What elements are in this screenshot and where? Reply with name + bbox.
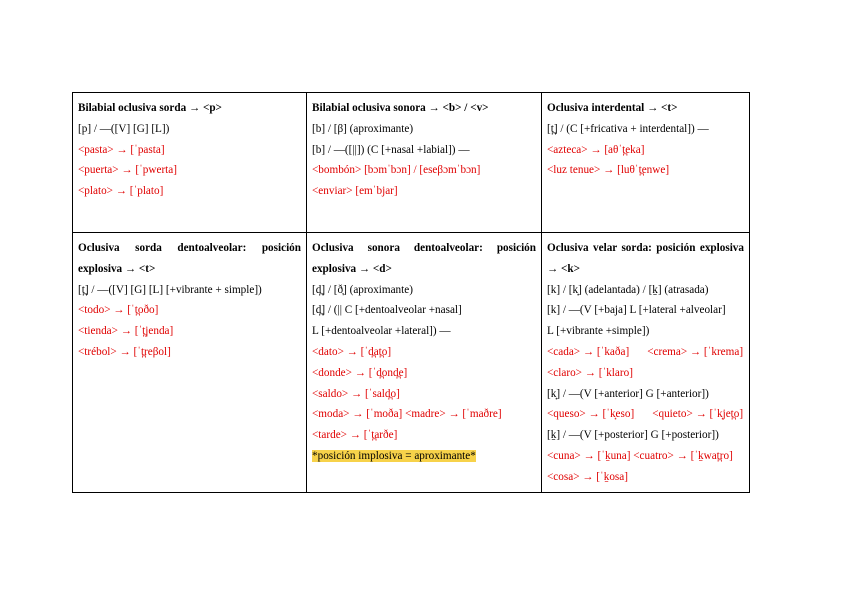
example-line: <trébol> → [ˈt̪reβol] (78, 345, 171, 358)
example-line: <todo> → [ˈt̪oðo] (78, 304, 159, 317)
table-row (73, 93, 750, 233)
example-line: <saldo> → [ˈsald̪o] (312, 387, 400, 400)
example-line: <cuna> → [ˈk̠una] <cuatro> → [ˈk̠wat̪ro] (547, 449, 733, 462)
table-cell (73, 93, 307, 233)
example-line: <moda> → [ˈmoða] <madre> → [ˈmaðre] (312, 408, 502, 421)
example-item: <crema> → [ˈkrema] (647, 345, 744, 358)
table-cell (73, 233, 307, 493)
rule-line: [d̪] / [ð̞] (aproximante) (312, 283, 413, 296)
example-line: <donde> → [ˈd̪ond̪e] (312, 366, 408, 379)
rule-line: [p] / —([V] [G] [L]) (78, 122, 170, 135)
rule-line: [d̪] / (|| C [+dentoalveolar +nasal] (312, 304, 462, 317)
table-cell (542, 233, 750, 493)
example-line (547, 342, 744, 363)
table-row (73, 233, 750, 493)
example-item: <queso> → [ˈk̟eso] (547, 408, 635, 421)
rule-line: [k] / —(V [+baja] L [+lateral +alveolar] (547, 304, 726, 317)
implosive-note: *posición implosiva = aproximante* (312, 449, 476, 462)
example-line: <claro> → [ˈklaro] (547, 366, 633, 379)
table-cell (307, 233, 542, 493)
rule-line: [k] / [k̟] (adelantada) / [k̠] (atrasada) (547, 283, 709, 296)
rule-line: [b] / [β] (aproximante) (312, 122, 414, 135)
cell-title: Oclusiva sorda dentoalveolar: posición explosiva → <t> (78, 242, 301, 275)
example-line: <tarde> → [ˈt̪arðe] (312, 429, 398, 442)
rule-line: [k̠] / —(V [+posterior] G [+posterior]) (547, 429, 719, 442)
table-cell (542, 93, 750, 233)
example-line: <enviar> [emˈbjar] (312, 185, 398, 198)
cell-title: Oclusiva velar sorda: posición explosiva → <k> (547, 242, 744, 275)
rule-line: [t̪] / —([V] [G] [L] [+vibrante + simple]) (78, 283, 262, 296)
rule-line: [t̪] / (C [+fricativa + interdental]) — (547, 122, 709, 135)
example-line: <azteca> → [aθˈt̪eka] (547, 143, 645, 156)
example-item: <cada> → [ˈkaða] (547, 345, 630, 358)
cell-title: Bilabial oclusiva sorda → <p> (78, 102, 222, 114)
example-line: <dato> → [ˈd̪at̪o] (312, 345, 392, 358)
example-line: <puerta> → [ˈpwerta] (78, 164, 177, 177)
table-cell (307, 93, 542, 233)
example-item: <quieto> → [ˈk̟jet̪o] (652, 408, 744, 421)
example-line: <cosa> → [ˈk̠osa] (547, 470, 628, 483)
cell-title: Bilabial oclusiva sonora → <b> / <v> (312, 102, 489, 114)
example-line: <plato> → [ˈplato] (78, 185, 164, 198)
example-line: <luz tenue> → [luθˈt̪enwe] (547, 164, 670, 177)
example-line: <bombón> [bɔmˈbɔn] / [eseβɔmˈbɔn] (312, 164, 481, 177)
rule-line: [k̟] / —(V [+anterior] G [+anterior]) (547, 387, 709, 400)
example-line: <pasta> → [ˈpasta] (78, 143, 165, 156)
rule-line: [b] / —([||]) (C [+nasal +labial]) — (312, 143, 470, 156)
example-line: <tienda> → [ˈt̪jenda] (78, 325, 174, 338)
cell-title: Oclusiva interdental → <t> (547, 102, 678, 114)
cell-title: Oclusiva sonora dentoalveolar: posición explosiva → <d> (312, 242, 536, 275)
rule-line: L [+vibrante +simple]) (547, 325, 650, 338)
phonetics-table (72, 92, 750, 493)
rule-line: L [+dentoalveolar +lateral]) — (312, 325, 451, 338)
example-line (547, 404, 744, 425)
